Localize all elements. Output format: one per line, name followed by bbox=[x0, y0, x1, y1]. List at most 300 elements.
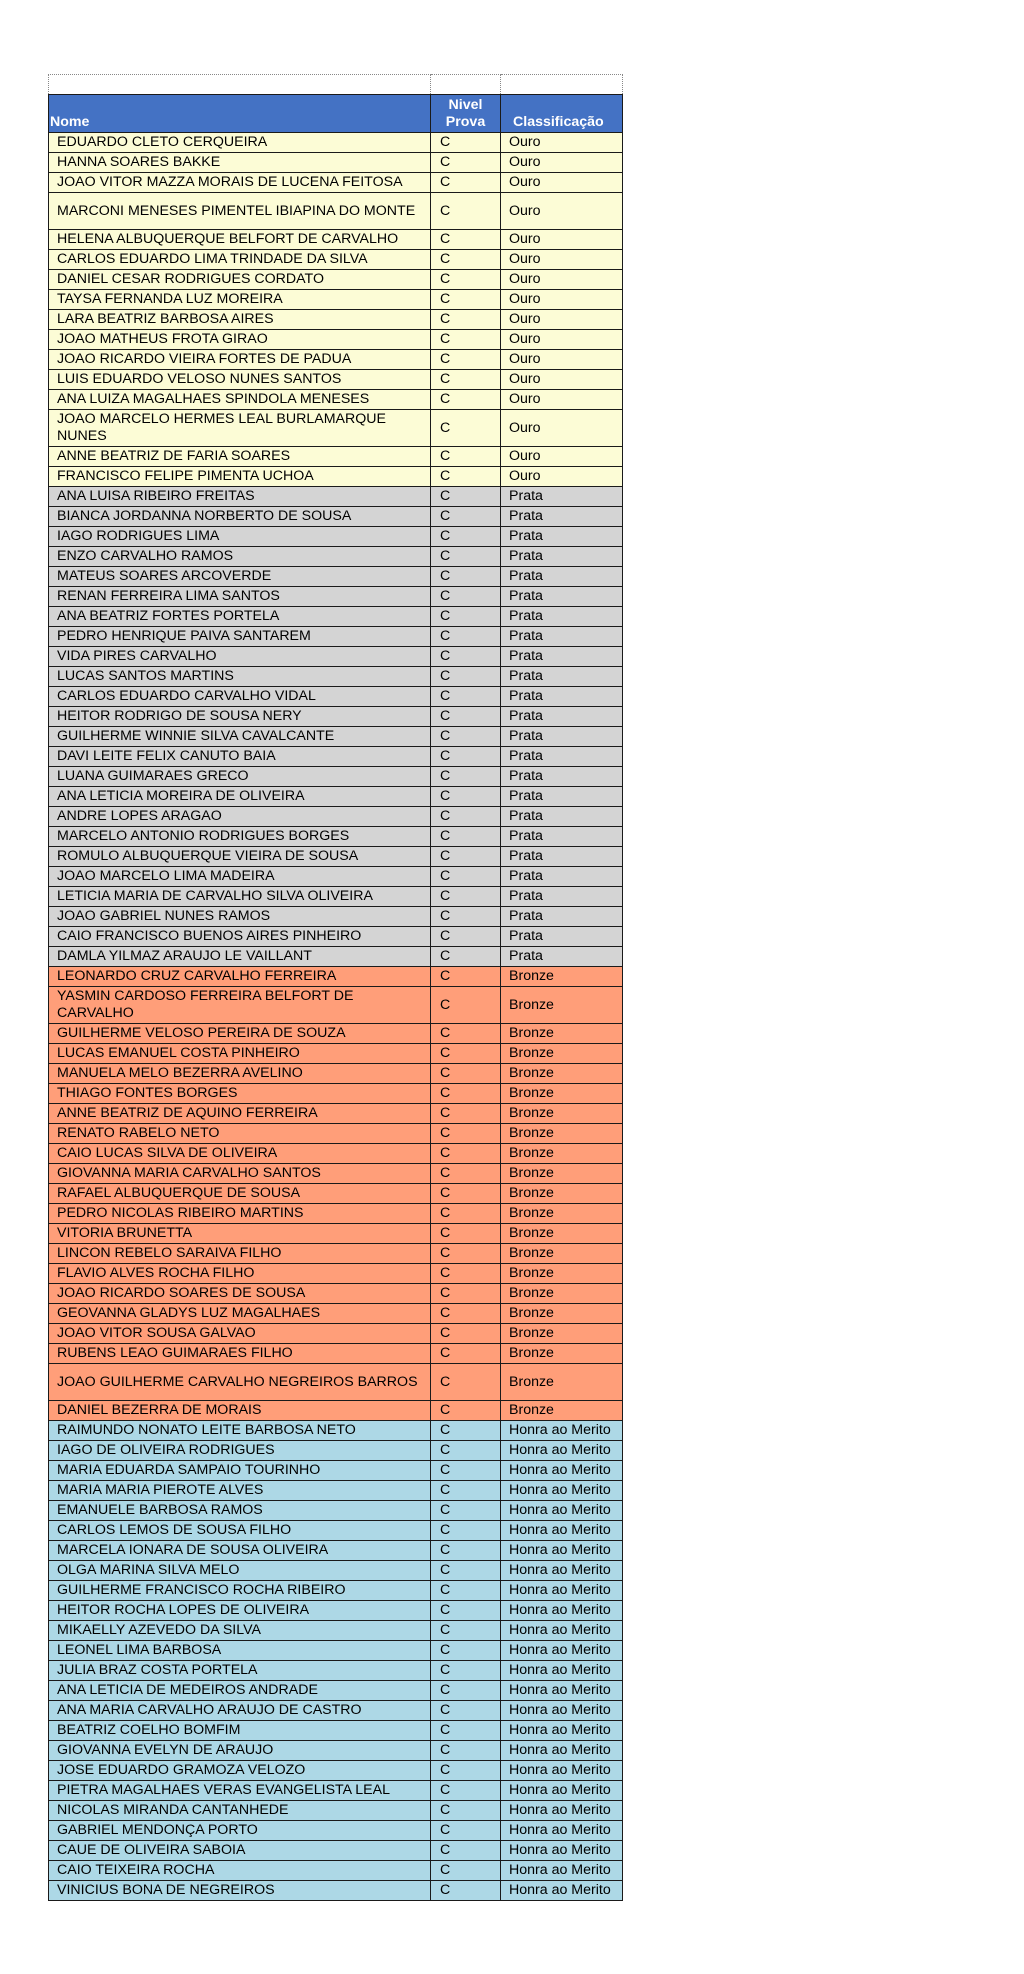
table-row bbox=[49, 1044, 623, 1064]
cell-nivel[interactable]: C bbox=[431, 907, 501, 927]
cell-nome[interactable]: CARLOS EDUARDO CARVALHO VIDAL bbox=[49, 687, 431, 707]
cell-nivel[interactable]: C bbox=[431, 527, 501, 547]
cell-nome[interactable]: CAUE DE OLIVEIRA SABOIA bbox=[49, 1841, 431, 1861]
table-row bbox=[49, 1701, 623, 1721]
cell-nivel[interactable]: C bbox=[431, 410, 501, 447]
cell-nivel[interactable]: C bbox=[431, 193, 501, 230]
cell-nome[interactable]: LEONEL LIMA BARBOSA bbox=[49, 1641, 431, 1661]
cell-nivel[interactable]: C bbox=[431, 807, 501, 827]
cell-nivel[interactable]: C bbox=[431, 370, 501, 390]
cell-nivel[interactable]: C bbox=[431, 1084, 501, 1104]
cell-nivel[interactable]: C bbox=[431, 390, 501, 410]
cell-nivel[interactable]: C bbox=[431, 567, 501, 587]
cell-nivel[interactable]: C bbox=[431, 767, 501, 787]
cell-classificacao[interactable]: Honra ao Merito bbox=[501, 1701, 623, 1721]
cell-nome[interactable]: LUCAS EMANUEL COSTA PINHEIRO bbox=[49, 1044, 431, 1064]
cell-nome[interactable]: LUANA GUIMARAES GRECO bbox=[49, 767, 431, 787]
cell-nome[interactable]: JOAO RICARDO VIEIRA FORTES DE PADUA bbox=[49, 350, 431, 370]
cell-classificacao[interactable]: Prata bbox=[501, 927, 623, 947]
cell-nivel[interactable]: C bbox=[431, 1064, 501, 1084]
cell-nome[interactable]: DAMLA YILMAZ ARAUJO LE VAILLANT bbox=[49, 947, 431, 967]
cell-nome[interactable]: ANA LUIZA MAGALHAES SPINDOLA MENESES bbox=[49, 390, 431, 410]
cell-nome[interactable]: GUILHERME WINNIE SILVA CAVALCANTE bbox=[49, 727, 431, 747]
cell-nivel[interactable]: C bbox=[431, 1044, 501, 1064]
cell-nivel[interactable]: C bbox=[431, 173, 501, 193]
cell-nome[interactable]: MARIA EDUARDA SAMPAIO TOURINHO bbox=[49, 1461, 431, 1481]
cell-nivel[interactable]: C bbox=[431, 1264, 501, 1284]
cell-classificacao[interactable]: Bronze bbox=[501, 1264, 623, 1284]
cell-nome[interactable]: HEITOR RODRIGO DE SOUSA NERY bbox=[49, 707, 431, 727]
cell-nome[interactable]: YASMIN CARDOSO FERREIRA BELFORT DE CARVALHO bbox=[49, 987, 431, 1024]
cell-classificacao[interactable]: Ouro bbox=[501, 193, 623, 230]
cell-nome[interactable]: PEDRO NICOLAS RIBEIRO MARTINS bbox=[49, 1204, 431, 1224]
cell-classificacao[interactable]: Prata bbox=[501, 887, 623, 907]
cell-nome[interactable]: JOAO VITOR SOUSA GALVAO bbox=[49, 1324, 431, 1344]
cell-classificacao[interactable]: Honra ao Merito bbox=[501, 1881, 623, 1901]
cell-nivel[interactable]: C bbox=[431, 1164, 501, 1184]
cell-nome[interactable]: JOSE EDUARDO GRAMOZA VELOZO bbox=[49, 1761, 431, 1781]
table-row bbox=[49, 133, 623, 153]
blank-cell[interactable] bbox=[501, 75, 623, 95]
cell-nivel[interactable]: C bbox=[431, 1621, 501, 1641]
cell-nome[interactable]: EDUARDO CLETO CERQUEIRA bbox=[49, 133, 431, 153]
table-row bbox=[49, 1401, 623, 1421]
cell-nome[interactable]: RAIMUNDO NONATO LEITE BARBOSA NETO bbox=[49, 1421, 431, 1441]
cell-classificacao[interactable]: Honra ao Merito bbox=[501, 1821, 623, 1841]
cell-classificacao[interactable]: Bronze bbox=[501, 1184, 623, 1204]
cell-classificacao[interactable]: Prata bbox=[501, 567, 623, 587]
cell-classificacao[interactable]: Prata bbox=[501, 787, 623, 807]
cell-classificacao[interactable]: Ouro bbox=[501, 447, 623, 467]
cell-nome[interactable]: BIANCA JORDANNA NORBERTO DE SOUSA bbox=[49, 507, 431, 527]
cell-nivel[interactable]: C bbox=[431, 1364, 501, 1401]
cell-nome[interactable]: IAGO DE OLIVEIRA RODRIGUES bbox=[49, 1441, 431, 1461]
cell-nome[interactable]: PEDRO HENRIQUE PAIVA SANTAREM bbox=[49, 627, 431, 647]
cell-classificacao[interactable]: Prata bbox=[501, 767, 623, 787]
cell-nivel[interactable]: C bbox=[431, 727, 501, 747]
cell-nivel[interactable]: C bbox=[431, 1861, 501, 1881]
cell-nome[interactable]: IAGO RODRIGUES LIMA bbox=[49, 527, 431, 547]
cell-nome[interactable]: JOAO MARCELO LIMA MADEIRA bbox=[49, 867, 431, 887]
cell-classificacao[interactable]: Ouro bbox=[501, 270, 623, 290]
cell-nivel[interactable]: C bbox=[431, 1501, 501, 1521]
cell-classificacao[interactable]: Prata bbox=[501, 727, 623, 747]
table-row bbox=[49, 567, 623, 587]
cell-nome[interactable]: HEITOR ROCHA LOPES DE OLIVEIRA bbox=[49, 1601, 431, 1621]
cell-nivel[interactable]: C bbox=[431, 1701, 501, 1721]
cell-classificacao[interactable]: Honra ao Merito bbox=[501, 1621, 623, 1641]
cell-classificacao[interactable]: Ouro bbox=[501, 250, 623, 270]
table-row bbox=[49, 1601, 623, 1621]
cell-nivel[interactable]: C bbox=[431, 487, 501, 507]
cell-nivel[interactable]: C bbox=[431, 1761, 501, 1781]
cell-nivel[interactable]: C bbox=[431, 1881, 501, 1901]
cell-classificacao[interactable]: Honra ao Merito bbox=[501, 1681, 623, 1701]
cell-nivel[interactable]: C bbox=[431, 1781, 501, 1801]
cell-classificacao[interactable]: Honra ao Merito bbox=[501, 1861, 623, 1881]
cell-classificacao[interactable]: Bronze bbox=[501, 1324, 623, 1344]
cell-nivel[interactable]: C bbox=[431, 647, 501, 667]
table-row bbox=[49, 1421, 623, 1441]
cell-classificacao[interactable]: Prata bbox=[501, 807, 623, 827]
cell-nome[interactable]: MARCELA IONARA DE SOUSA OLIVEIRA bbox=[49, 1541, 431, 1561]
header-nivel-prova[interactable] bbox=[431, 95, 501, 133]
cell-classificacao[interactable]: Bronze bbox=[501, 967, 623, 987]
cell-nome[interactable]: MARIA MARIA PIEROTE ALVES bbox=[49, 1481, 431, 1501]
cell-classificacao[interactable]: Ouro bbox=[501, 310, 623, 330]
table-row bbox=[49, 1661, 623, 1681]
cell-classificacao[interactable]: Prata bbox=[501, 507, 623, 527]
cell-classificacao[interactable]: Prata bbox=[501, 587, 623, 607]
header-nivel-line2: Prova bbox=[445, 114, 486, 130]
cell-nivel[interactable]: C bbox=[431, 607, 501, 627]
cell-classificacao[interactable]: Bronze bbox=[501, 1164, 623, 1184]
cell-nivel[interactable]: C bbox=[431, 290, 501, 310]
table-row bbox=[49, 173, 623, 193]
cell-nome[interactable]: NICOLAS MIRANDA CANTANHEDE bbox=[49, 1801, 431, 1821]
cell-classificacao[interactable]: Bronze bbox=[501, 1124, 623, 1144]
table-row bbox=[49, 1881, 623, 1901]
table-row bbox=[49, 1741, 623, 1761]
cell-classificacao[interactable]: Ouro bbox=[501, 350, 623, 370]
cell-nivel[interactable]: C bbox=[431, 1641, 501, 1661]
cell-nome[interactable]: RAFAEL ALBUQUERQUE DE SOUSA bbox=[49, 1184, 431, 1204]
cell-nome[interactable]: JOAO GABRIEL NUNES RAMOS bbox=[49, 907, 431, 927]
table-row bbox=[49, 827, 623, 847]
table-row bbox=[49, 270, 623, 290]
cell-nome[interactable]: ANNE BEATRIZ DE AQUINO FERREIRA bbox=[49, 1104, 431, 1124]
cell-nivel[interactable]: C bbox=[431, 447, 501, 467]
cell-nivel[interactable]: C bbox=[431, 1801, 501, 1821]
cell-nivel[interactable]: C bbox=[431, 1481, 501, 1501]
cell-nome[interactable]: JOAO RICARDO SOARES DE SOUSA bbox=[49, 1284, 431, 1304]
cell-nome[interactable]: JULIA BRAZ COSTA PORTELA bbox=[49, 1661, 431, 1681]
cell-nome[interactable]: MIKAELLY AZEVEDO DA SILVA bbox=[49, 1621, 431, 1641]
cell-nivel[interactable]: C bbox=[431, 1304, 501, 1324]
table-row bbox=[49, 767, 623, 787]
cell-nome[interactable]: VIDA PIRES CARVALHO bbox=[49, 647, 431, 667]
cell-nome[interactable]: LINCON REBELO SARAIVA FILHO bbox=[49, 1244, 431, 1264]
cell-classificacao[interactable]: Prata bbox=[501, 607, 623, 627]
cell-classificacao[interactable]: Prata bbox=[501, 627, 623, 647]
cell-classificacao[interactable]: Honra ao Merito bbox=[501, 1601, 623, 1621]
cell-classificacao[interactable]: Honra ao Merito bbox=[501, 1441, 623, 1461]
cell-classificacao[interactable]: Prata bbox=[501, 947, 623, 967]
cell-classificacao[interactable]: Prata bbox=[501, 827, 623, 847]
cell-classificacao[interactable]: Bronze bbox=[501, 1064, 623, 1084]
cell-nome[interactable]: BEATRIZ COELHO BOMFIM bbox=[49, 1721, 431, 1741]
results-table bbox=[48, 74, 623, 1901]
cell-nome[interactable]: MANUELA MELO BEZERRA AVELINO bbox=[49, 1064, 431, 1084]
cell-nome[interactable]: LUIS EDUARDO VELOSO NUNES SANTOS bbox=[49, 370, 431, 390]
cell-nivel[interactable]: C bbox=[431, 1561, 501, 1581]
cell-nivel[interactable]: C bbox=[431, 1581, 501, 1601]
cell-nivel[interactable]: C bbox=[431, 1521, 501, 1541]
cell-nivel[interactable]: C bbox=[431, 153, 501, 173]
table-row bbox=[49, 1244, 623, 1264]
cell-nivel[interactable]: C bbox=[431, 927, 501, 947]
cell-nome[interactable]: CARLOS LEMOS DE SOUSA FILHO bbox=[49, 1521, 431, 1541]
cell-classificacao[interactable]: Bronze bbox=[501, 1224, 623, 1244]
cell-nome[interactable]: ANNE BEATRIZ DE FARIA SOARES bbox=[49, 447, 431, 467]
cell-classificacao[interactable]: Honra ao Merito bbox=[501, 1641, 623, 1661]
cell-classificacao[interactable]: Bronze bbox=[501, 1344, 623, 1364]
table-row bbox=[49, 1104, 623, 1124]
cell-classificacao[interactable]: Ouro bbox=[501, 230, 623, 250]
cell-nivel[interactable]: C bbox=[431, 787, 501, 807]
cell-nivel[interactable]: C bbox=[431, 1144, 501, 1164]
cell-classificacao[interactable]: Prata bbox=[501, 547, 623, 567]
cell-nome[interactable]: GUILHERME VELOSO PEREIRA DE SOUZA bbox=[49, 1024, 431, 1044]
cell-nome[interactable]: ANA MARIA CARVALHO ARAUJO DE CASTRO bbox=[49, 1701, 431, 1721]
cell-nome[interactable]: PIETRA MAGALHAES VERAS EVANGELISTA LEAL bbox=[49, 1781, 431, 1801]
cell-classificacao[interactable]: Prata bbox=[501, 867, 623, 887]
cell-nivel[interactable]: C bbox=[431, 947, 501, 967]
table-row bbox=[49, 1064, 623, 1084]
cell-nivel[interactable]: C bbox=[431, 1224, 501, 1244]
table-row bbox=[49, 947, 623, 967]
cell-classificacao[interactable]: Honra ao Merito bbox=[501, 1421, 623, 1441]
table-row bbox=[49, 687, 623, 707]
cell-nivel[interactable]: C bbox=[431, 847, 501, 867]
cell-classificacao[interactable]: Ouro bbox=[501, 390, 623, 410]
cell-classificacao[interactable]: Prata bbox=[501, 747, 623, 767]
header-classificacao[interactable]: Classificação bbox=[501, 95, 623, 133]
cell-classificacao[interactable]: Bronze bbox=[501, 1401, 623, 1421]
cell-classificacao[interactable]: Honra ao Merito bbox=[501, 1841, 623, 1861]
cell-classificacao[interactable]: Bronze bbox=[501, 1284, 623, 1304]
cell-classificacao[interactable]: Prata bbox=[501, 907, 623, 927]
cell-nivel[interactable]: C bbox=[431, 1104, 501, 1124]
cell-classificacao[interactable]: Ouro bbox=[501, 410, 623, 447]
cell-nivel[interactable]: C bbox=[431, 350, 501, 370]
cell-classificacao[interactable]: Bronze bbox=[501, 1304, 623, 1324]
cell-nivel[interactable]: C bbox=[431, 1741, 501, 1761]
cell-nivel[interactable]: C bbox=[431, 1661, 501, 1681]
cell-nivel[interactable]: C bbox=[431, 230, 501, 250]
cell-nome[interactable]: TAYSA FERNANDA LUZ MOREIRA bbox=[49, 290, 431, 310]
table-row bbox=[49, 1124, 623, 1144]
cell-nivel[interactable]: C bbox=[431, 867, 501, 887]
cell-classificacao[interactable]: Honra ao Merito bbox=[501, 1461, 623, 1481]
cell-classificacao[interactable]: Honra ao Merito bbox=[501, 1661, 623, 1681]
table-row bbox=[49, 1461, 623, 1481]
cell-nivel[interactable]: C bbox=[431, 627, 501, 647]
cell-nome[interactable]: ANA LUISA RIBEIRO FREITAS bbox=[49, 487, 431, 507]
cell-nome[interactable]: JOAO GUILHERME CARVALHO NEGREIROS BARROS bbox=[49, 1364, 431, 1401]
cell-nivel[interactable]: C bbox=[431, 1541, 501, 1561]
cell-nome[interactable]: RUBENS LEAO GUIMARAES FILHO bbox=[49, 1344, 431, 1364]
cell-classificacao[interactable]: Bronze bbox=[501, 1364, 623, 1401]
cell-classificacao[interactable]: Bronze bbox=[501, 1044, 623, 1064]
cell-classificacao[interactable]: Bronze bbox=[501, 1084, 623, 1104]
cell-classificacao[interactable]: Ouro bbox=[501, 133, 623, 153]
cell-nivel[interactable]: C bbox=[431, 587, 501, 607]
cell-nome[interactable]: LETICIA MARIA DE CARVALHO SILVA OLIVEIRA bbox=[49, 887, 431, 907]
header-row bbox=[49, 95, 623, 133]
table-row bbox=[49, 1344, 623, 1364]
cell-nome[interactable]: MARCONI MENESES PIMENTEL IBIAPINA DO MONTE bbox=[49, 193, 431, 230]
cell-nivel[interactable]: C bbox=[431, 1681, 501, 1701]
table-row bbox=[49, 1761, 623, 1781]
cell-classificacao[interactable]: Ouro bbox=[501, 173, 623, 193]
cell-nome[interactable]: LUCAS SANTOS MARTINS bbox=[49, 667, 431, 687]
cell-nivel[interactable]: C bbox=[431, 1184, 501, 1204]
cell-classificacao[interactable]: Honra ao Merito bbox=[501, 1481, 623, 1501]
cell-nome[interactable]: GEOVANNA GLADYS LUZ MAGALHAES bbox=[49, 1304, 431, 1324]
cell-nivel[interactable]: C bbox=[431, 547, 501, 567]
cell-nome[interactable]: ROMULO ALBUQUERQUE VIEIRA DE SOUSA bbox=[49, 847, 431, 867]
cell-classificacao[interactable]: Prata bbox=[501, 487, 623, 507]
cell-classificacao[interactable]: Honra ao Merito bbox=[501, 1801, 623, 1821]
cell-nivel[interactable]: C bbox=[431, 467, 501, 487]
table-row bbox=[49, 1561, 623, 1581]
cell-nivel[interactable]: C bbox=[431, 1024, 501, 1044]
cell-classificacao[interactable]: Prata bbox=[501, 647, 623, 667]
cell-classificacao[interactable]: Prata bbox=[501, 847, 623, 867]
cell-classificacao[interactable]: Bronze bbox=[501, 1244, 623, 1264]
cell-classificacao[interactable]: Ouro bbox=[501, 370, 623, 390]
blank-cell[interactable] bbox=[431, 75, 501, 95]
cell-classificacao[interactable]: Ouro bbox=[501, 153, 623, 173]
cell-nome[interactable]: ANA LETICIA MOREIRA DE OLIVEIRA bbox=[49, 787, 431, 807]
cell-nome[interactable]: CAIO LUCAS SILVA DE OLIVEIRA bbox=[49, 1144, 431, 1164]
cell-nivel[interactable]: C bbox=[431, 1124, 501, 1144]
cell-nome[interactable]: GIOVANNA EVELYN DE ARAUJO bbox=[49, 1741, 431, 1761]
cell-nome[interactable]: GABRIEL MENDONÇA PORTO bbox=[49, 1821, 431, 1841]
cell-classificacao[interactable]: Bronze bbox=[501, 1104, 623, 1124]
cell-nivel[interactable]: C bbox=[431, 1244, 501, 1264]
cell-classificacao[interactable]: Honra ao Merito bbox=[501, 1561, 623, 1581]
cell-nome[interactable]: LEONARDO CRUZ CARVALHO FERREIRA bbox=[49, 967, 431, 987]
cell-nome[interactable]: VITORIA BRUNETTA bbox=[49, 1224, 431, 1244]
cell-classificacao[interactable]: Honra ao Merito bbox=[501, 1521, 623, 1541]
cell-nome[interactable]: CARLOS EDUARDO LIMA TRINDADE DA SILVA bbox=[49, 250, 431, 270]
cell-nivel[interactable]: C bbox=[431, 1421, 501, 1441]
cell-nome[interactable]: ANDRE LOPES ARAGAO bbox=[49, 807, 431, 827]
cell-nome[interactable]: FLAVIO ALVES ROCHA FILHO bbox=[49, 1264, 431, 1284]
cell-nivel[interactable]: C bbox=[431, 1461, 501, 1481]
cell-nome[interactable]: DAVI LEITE FELIX CANUTO BAIA bbox=[49, 747, 431, 767]
cell-nome[interactable]: HANNA SOARES BAKKE bbox=[49, 153, 431, 173]
blank-cell[interactable] bbox=[49, 75, 431, 95]
cell-classificacao[interactable]: Honra ao Merito bbox=[501, 1581, 623, 1601]
cell-nome[interactable]: ANA LETICIA DE MEDEIROS ANDRADE bbox=[49, 1681, 431, 1701]
table-row bbox=[49, 447, 623, 467]
table-row bbox=[49, 1861, 623, 1881]
cell-nivel[interactable]: C bbox=[431, 887, 501, 907]
cell-classificacao[interactable]: Honra ao Merito bbox=[501, 1541, 623, 1561]
cell-nivel[interactable]: C bbox=[431, 747, 501, 767]
cell-nivel[interactable]: C bbox=[431, 707, 501, 727]
cell-nome[interactable]: LARA BEATRIZ BARBOSA AIRES bbox=[49, 310, 431, 330]
cell-classificacao[interactable]: Honra ao Merito bbox=[501, 1781, 623, 1801]
cell-nivel[interactable]: C bbox=[431, 1344, 501, 1364]
cell-nome[interactable]: HELENA ALBUQUERQUE BELFORT DE CARVALHO bbox=[49, 230, 431, 250]
cell-nivel[interactable]: C bbox=[431, 1841, 501, 1861]
cell-classificacao[interactable]: Ouro bbox=[501, 290, 623, 310]
cell-nome[interactable]: RENAN FERREIRA LIMA SANTOS bbox=[49, 587, 431, 607]
cell-nivel[interactable]: C bbox=[431, 507, 501, 527]
cell-nivel[interactable]: C bbox=[431, 1601, 501, 1621]
cell-classificacao[interactable]: Honra ao Merito bbox=[501, 1501, 623, 1521]
cell-classificacao[interactable]: Prata bbox=[501, 707, 623, 727]
cell-nome[interactable]: GUILHERME FRANCISCO ROCHA RIBEIRO bbox=[49, 1581, 431, 1601]
cell-nivel[interactable]: C bbox=[431, 1284, 501, 1304]
table-row bbox=[49, 290, 623, 310]
cell-nome[interactable]: JOAO MARCELO HERMES LEAL BURLAMARQUE NUNES bbox=[49, 410, 431, 447]
cell-nome[interactable]: GIOVANNA MARIA CARVALHO SANTOS bbox=[49, 1164, 431, 1184]
cell-nivel[interactable]: C bbox=[431, 827, 501, 847]
cell-nivel[interactable]: C bbox=[431, 1441, 501, 1461]
cell-nome[interactable]: OLGA MARINA SILVA MELO bbox=[49, 1561, 431, 1581]
cell-nome[interactable]: THIAGO FONTES BORGES bbox=[49, 1084, 431, 1104]
cell-nome[interactable]: MATEUS SOARES ARCOVERDE bbox=[49, 567, 431, 587]
cell-nivel[interactable]: C bbox=[431, 250, 501, 270]
cell-classificacao[interactable]: Honra ao Merito bbox=[501, 1721, 623, 1741]
cell-nivel[interactable]: C bbox=[431, 687, 501, 707]
cell-nome[interactable]: JOAO VITOR MAZZA MORAIS DE LUCENA FEITOSA bbox=[49, 173, 431, 193]
cell-classificacao[interactable]: Honra ao Merito bbox=[501, 1741, 623, 1761]
cell-classificacao[interactable]: Bronze bbox=[501, 987, 623, 1024]
cell-nome[interactable]: RENATO RABELO NETO bbox=[49, 1124, 431, 1144]
cell-classificacao[interactable]: Prata bbox=[501, 667, 623, 687]
cell-classificacao[interactable]: Ouro bbox=[501, 467, 623, 487]
cell-nome[interactable]: ANA BEATRIZ FORTES PORTELA bbox=[49, 607, 431, 627]
header-nome[interactable]: Nome bbox=[49, 95, 431, 133]
cell-nivel[interactable]: C bbox=[431, 330, 501, 350]
cell-nome[interactable]: CAIO FRANCISCO BUENOS AIRES PINHEIRO bbox=[49, 927, 431, 947]
cell-nome[interactable]: CAIO TEIXEIRA ROCHA bbox=[49, 1861, 431, 1881]
cell-classificacao[interactable]: Prata bbox=[501, 527, 623, 547]
cell-classificacao[interactable]: Honra ao Merito bbox=[501, 1761, 623, 1781]
table-row bbox=[49, 787, 623, 807]
cell-nivel[interactable]: C bbox=[431, 270, 501, 290]
cell-nivel[interactable]: C bbox=[431, 1324, 501, 1344]
cell-classificacao[interactable]: Prata bbox=[501, 687, 623, 707]
cell-nivel[interactable]: C bbox=[431, 1204, 501, 1224]
cell-nivel[interactable]: C bbox=[431, 133, 501, 153]
table-row bbox=[49, 1721, 623, 1741]
cell-classificacao[interactable]: Bronze bbox=[501, 1024, 623, 1044]
cell-nome[interactable]: FRANCISCO FELIPE PIMENTA UCHOA bbox=[49, 467, 431, 487]
table-row bbox=[49, 1084, 623, 1104]
table-row bbox=[49, 250, 623, 270]
table-row bbox=[49, 1164, 623, 1184]
cell-nome[interactable]: MARCELO ANTONIO RODRIGUES BORGES bbox=[49, 827, 431, 847]
cell-nivel[interactable]: C bbox=[431, 1401, 501, 1421]
cell-nome[interactable]: JOAO MATHEUS FROTA GIRAO bbox=[49, 330, 431, 350]
cell-nivel[interactable]: C bbox=[431, 667, 501, 687]
cell-nivel[interactable]: C bbox=[431, 1821, 501, 1841]
cell-classificacao[interactable]: Bronze bbox=[501, 1144, 623, 1164]
table-row bbox=[49, 807, 623, 827]
table-row bbox=[49, 1184, 623, 1204]
cell-nivel[interactable]: C bbox=[431, 987, 501, 1024]
cell-nome[interactable]: ENZO CARVALHO RAMOS bbox=[49, 547, 431, 567]
cell-classificacao[interactable]: Bronze bbox=[501, 1204, 623, 1224]
table-row bbox=[49, 1441, 623, 1461]
cell-nivel[interactable]: C bbox=[431, 310, 501, 330]
cell-nivel[interactable]: C bbox=[431, 1721, 501, 1741]
cell-nivel[interactable]: C bbox=[431, 967, 501, 987]
cell-nome[interactable]: VINICIUS BONA DE NEGREIROS bbox=[49, 1881, 431, 1901]
cell-nome[interactable]: DANIEL CESAR RODRIGUES CORDATO bbox=[49, 270, 431, 290]
table-row bbox=[49, 1521, 623, 1541]
cell-nome[interactable]: DANIEL BEZERRA DE MORAIS bbox=[49, 1401, 431, 1421]
cell-nome[interactable]: EMANUELE BARBOSA RAMOS bbox=[49, 1501, 431, 1521]
cell-classificacao[interactable]: Ouro bbox=[501, 330, 623, 350]
